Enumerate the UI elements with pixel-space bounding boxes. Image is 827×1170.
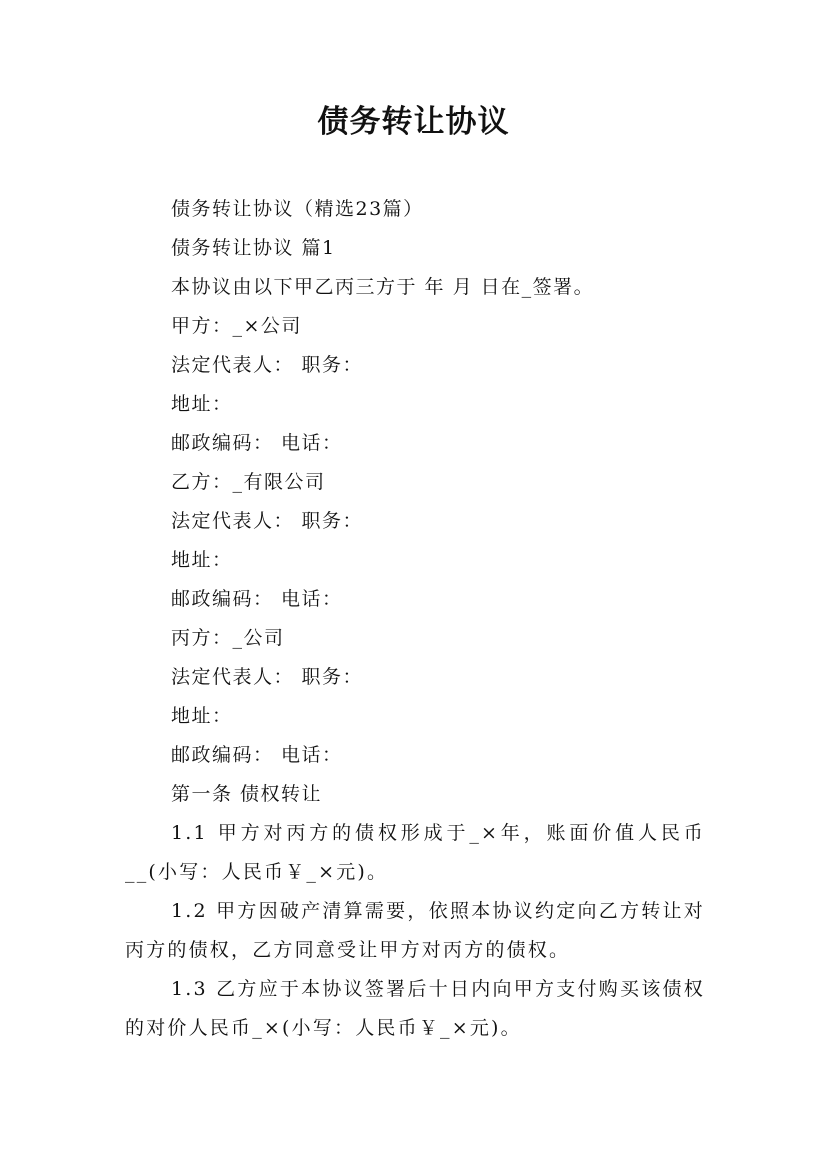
party-c-name: 丙方：_公司 [171,627,285,649]
clause-1-1: 1.1 甲方对丙方的债权形成于_×年，账面价值人民币__(小写：人民币￥_×元)。 [125,822,705,883]
party-b-representative: 法定代表人： 职务： [171,510,364,532]
party-a-contact: 邮政编码： 电话： [171,432,343,454]
subtitle-line: 债务转让协议（精选23篇） [171,198,424,220]
article-heading: 第一条 债权转让 [171,783,323,805]
party-c-address: 地址： [171,705,233,727]
party-a-representative: 法定代表人： 职务： [171,354,364,376]
intro-line: 本协议由以下甲乙丙三方于 年 月 日在_签署。 [171,276,595,298]
document-title: 债务转让协议 [317,104,510,140]
party-a-address: 地址： [171,393,233,415]
party-b-contact: 邮政编码： 电话： [171,588,343,610]
party-b-name: 乙方：_有限公司 [171,471,326,493]
section-heading: 债务转让协议 篇1 [171,237,336,259]
clause-1-3: 1.3 乙方应于本协议签署后十日内向甲方支付购买该债权的对价人民币_×(小写：人民币￥_×元)。 [125,978,705,1039]
clause-1-2: 1.2 甲方因破产清算需要，依照本协议约定向乙方转让对丙方的债权，乙方同意受让甲方对丙方的债权。 [125,900,705,961]
party-b-address: 地址： [171,549,233,571]
document-body [125,190,705,1048]
party-c-contact: 邮政编码： 电话： [171,744,343,766]
party-c-representative: 法定代表人： 职务： [171,666,364,688]
party-a-name: 甲方：_×公司 [171,315,302,337]
